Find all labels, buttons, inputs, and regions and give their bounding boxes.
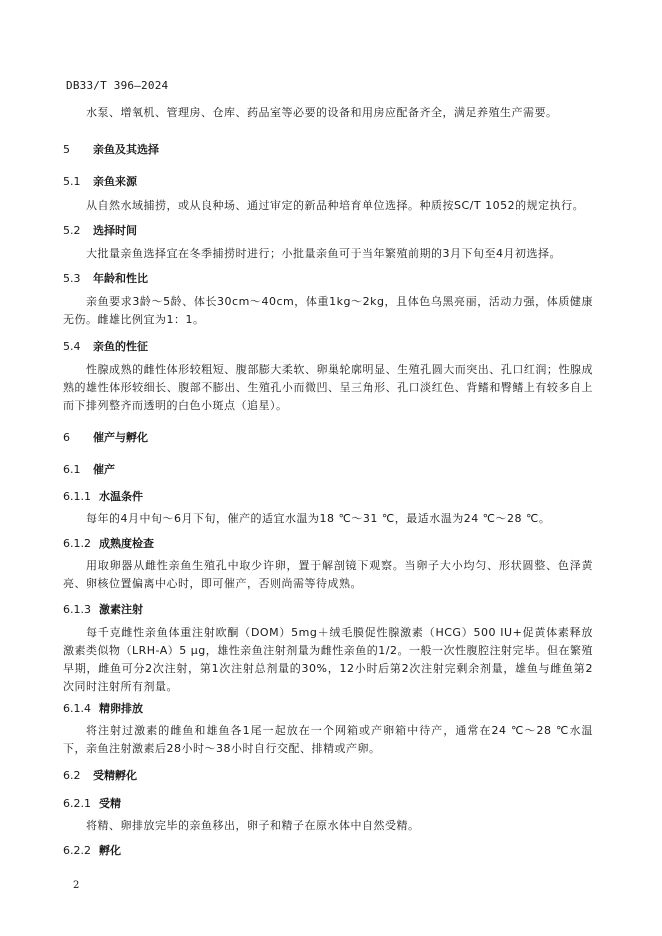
heading-6-2-1 [63,795,121,811]
heading-title: 激素注射 [99,603,143,616]
heading-5-1 [63,173,137,189]
heading-6-1-1 [63,488,143,504]
heading-title: 选择时间 [93,224,137,237]
paragraph-age-sex-ratio: 亲鱼要求3龄～5龄、体长30cm～40cm，体重1kg～2kg，且体色乌黑亮丽，活动力强，体质健康无伤。雌雄比例宜为1：1。 [63,295,593,326]
paragraph-sex-characteristics: 性腺成熟的雌性体形较粗短、腹部膨大柔软、卵巢轮廓明显、生殖孔圆大而突出、孔口红润；性腺成熟的雄性体形较细长、腹部不膨出、生殖孔小而微凹、呈三角形、孔口淡红色、背鳍和臀鳍上有较多自上而下排列整齐而透明的白色小斑点（追星）。 [63,363,593,412]
heading-number: 5.3 [63,272,81,285]
heading-6-2-2 [63,842,121,858]
heading-number: 6 [63,431,70,444]
paragraph-hormone-injection: 每千克雌性亲鱼体重注射欧酮（DOM）5mg＋绒毛膜促性腺激素（HCG）500 IU+促黄体素释放激素类似物（LRH-A）5 μg，雄性亲鱼注射剂量为雌性亲鱼的1/2。一般一次性腹腔注射完毕。但在繁殖早期，雌鱼可分2次注射，第1次注射总剂量的30%，12小时后第2次注射完剩余剂量，雄鱼与雌鱼第2次同时注射所有剂量。 [63,626,593,693]
heading-title: 水温条件 [99,490,143,503]
heading-title: 精卵排放 [99,702,143,715]
heading-number: 6.2.1 [63,797,91,810]
heading-title: 年龄和性比 [93,272,148,285]
heading-number: 5 [63,143,70,156]
heading-number: 6.2 [63,769,81,782]
heading-title: 受精孵化 [93,769,137,782]
heading-5 [63,141,159,157]
heading-6 [63,429,148,445]
heading-6-1-4 [63,700,143,716]
heading-number: 5.2 [63,224,81,237]
heading-title: 受精 [99,797,121,810]
paragraph-selection-time: 大批量亲鱼选择宜在冬季捕捞时进行；小批量亲鱼可于当年繁殖前期的3月下旬至4月初选择。 [86,247,561,260]
heading-title: 催产与孵化 [93,431,148,444]
heading-5-3 [63,270,148,286]
paragraph-facilities: 水泵、增氧机、管理房、仓库、药品室等必要的设备和用房应配备齐全，满足养殖生产需要。 [86,106,558,119]
heading-number: 5.1 [63,175,81,188]
paragraph-water-temperature: 每年的4月中旬～6月下旬，催产的适宜水温为18 ℃～31 ℃，最适水温为24 ℃～28 ℃。 [86,512,551,525]
paragraph-maturity-check: 用取卵器从雌性亲鱼生殖孔中取少许卵，置于解剖镜下观察。当卵子大小均匀、形状圆整、色泽黄亮、卵核位置偏离中心时，即可催产，否则尚需等待成熟。 [63,559,593,590]
heading-number: 5.4 [63,340,81,353]
heading-title: 催产 [93,463,115,476]
heading-title: 亲鱼来源 [93,175,137,188]
heading-number: 6.1.1 [63,490,91,503]
heading-title: 孵化 [99,844,121,857]
heading-6-2 [63,767,137,783]
paragraph-broodstock-source: 从自然水域捕捞，或从良种场、通过审定的新品种培育单位选择。种质按SC/T 1052的规定执行。 [86,199,585,212]
paragraph-spawning: 将注射过激素的雌鱼和雄鱼各1尾一起放在一个网箱或产卵箱中待产，通常在24 ℃～28 ℃水温下，亲鱼注射激素后28小时～38小时自行交配、排精或产卵。 [63,724,593,755]
paragraph-fertilization: 将精、卵排放完毕的亲鱼移出，卵子和精子在原水体中自然受精。 [86,819,420,832]
document-code: DB33/T 396—2024 [66,79,169,92]
heading-6-1-3 [63,601,143,617]
heading-number: 6.1.3 [63,603,91,616]
heading-5-2 [63,222,137,238]
heading-number: 6.1.4 [63,702,91,715]
heading-6-1 [63,461,115,477]
heading-number: 6.1 [63,463,81,476]
heading-number: 6.1.2 [63,537,91,550]
heading-5-4 [63,338,148,354]
heading-title: 成熟度检查 [99,537,154,550]
heading-6-1-2 [63,535,154,551]
page-number: 2 [73,880,80,891]
heading-title: 亲鱼及其选择 [93,143,159,156]
heading-title: 亲鱼的性征 [93,340,148,353]
heading-number: 6.2.2 [63,844,91,857]
